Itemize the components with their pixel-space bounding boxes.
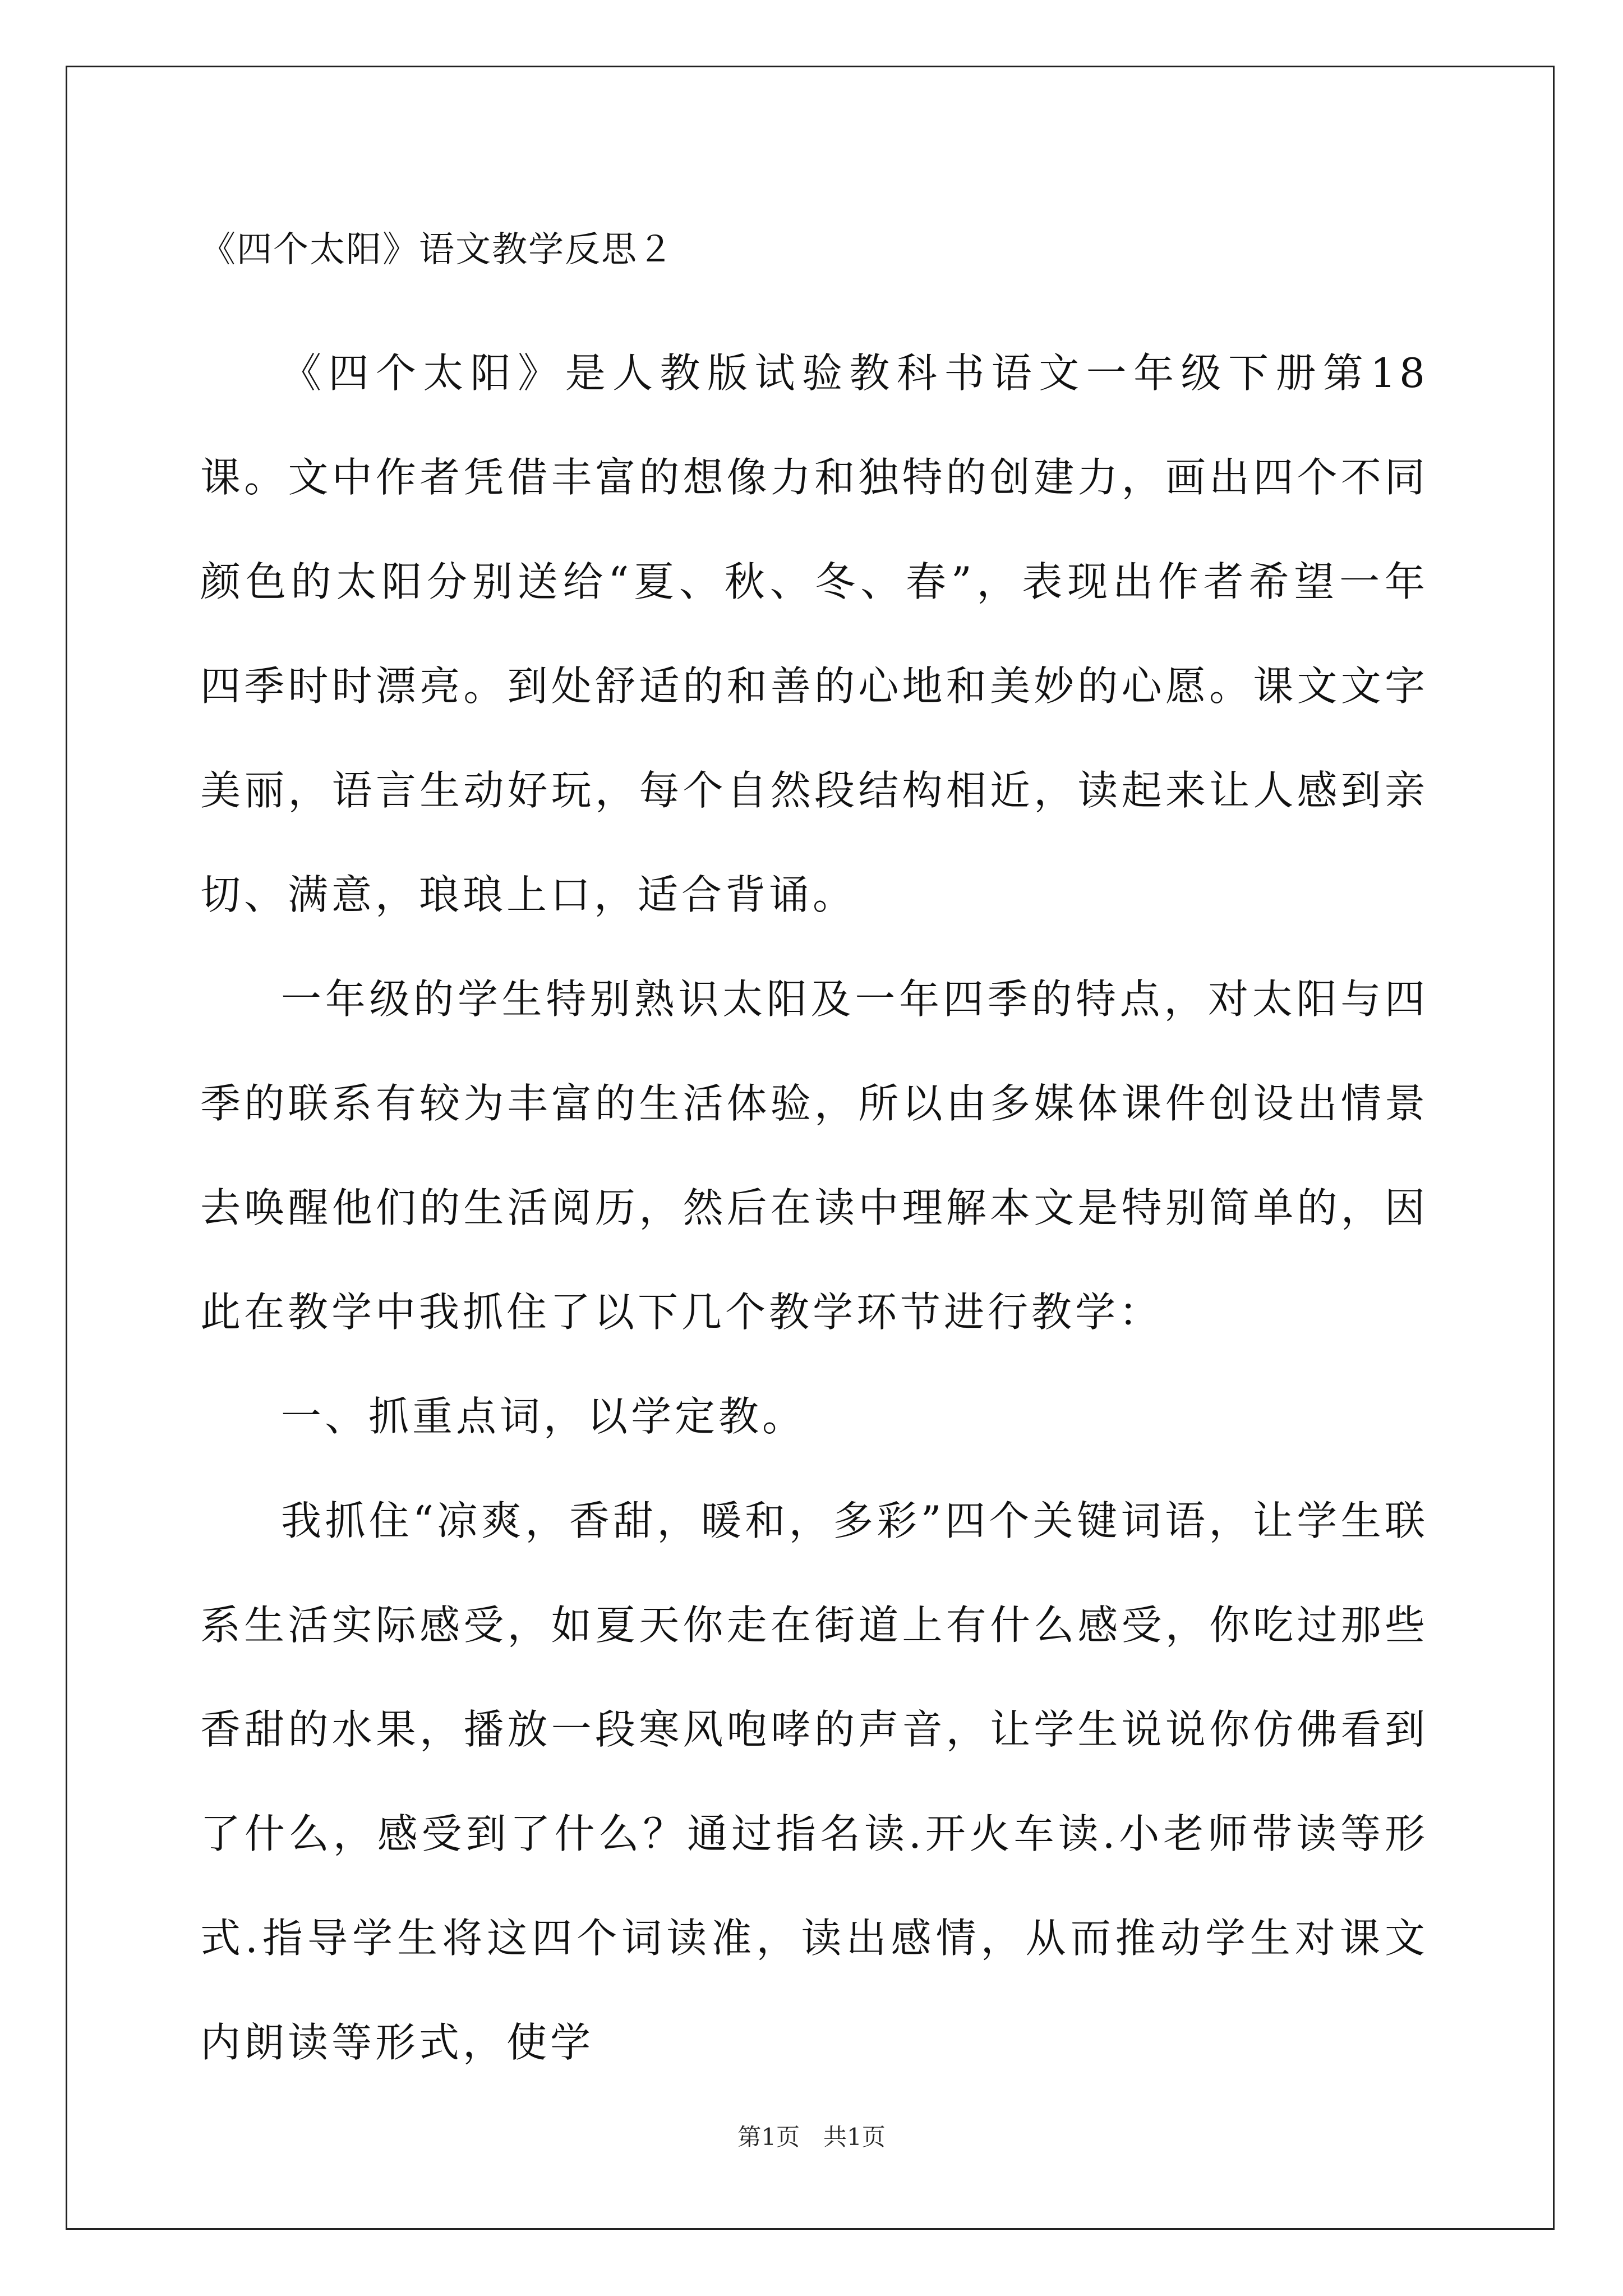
page-number-footer: 第1页 共1页: [737, 2123, 886, 2151]
document-title: 《四个太阳》语文教学反思２: [200, 229, 674, 270]
document-body: [200, 213, 1428, 2095]
paragraph-method: 我抓住“凉爽，香甜，暖和，多彩”四个关键词语，让学生联系生活实际感受，如夏天你走在街道上有什么感受，你吃过那些香甜的水果，播放一段寒风咆哮的声音，让学生说说你仿佛看到了什么，感受到了什么？通过指名读.开火车读.小老师带读等形式.指导学生将这四个词读准，读出感情，从而推动学生对课文内朗读等形式，使学: [200, 1497, 1428, 2066]
paragraph-analysis: 一年级的学生特别熟识太阳及一年四季的特点，对太阳与四季的联系有较为丰富的生活体验，所以由多媒体课件创设出情景去唤醒他们的生活阅历，然后在读中理解本文是特别简单的，因此在教学中我抓住了以下几个教学环节进行教学：: [200, 976, 1428, 1336]
paragraph-intro: 《四个太阳》是人教版试验教科书语文一年级下册第18课。文中作者凭借丰富的想像力和独特的创建力，画出四个不同颜色的太阳分别送给“夏、秋、冬、春”，表现出作者希望一年四季时时漂亮。到处舒适的和善的心地和美妙的心愿。课文文字美丽，语言生动好玩，每个自然段结构相近，读起来让人感到亲切、满意，琅琅上口，适合背诵。: [200, 349, 1428, 918]
paragraph-section-heading: 一、抓重点词，以学定教。: [281, 1393, 806, 1440]
